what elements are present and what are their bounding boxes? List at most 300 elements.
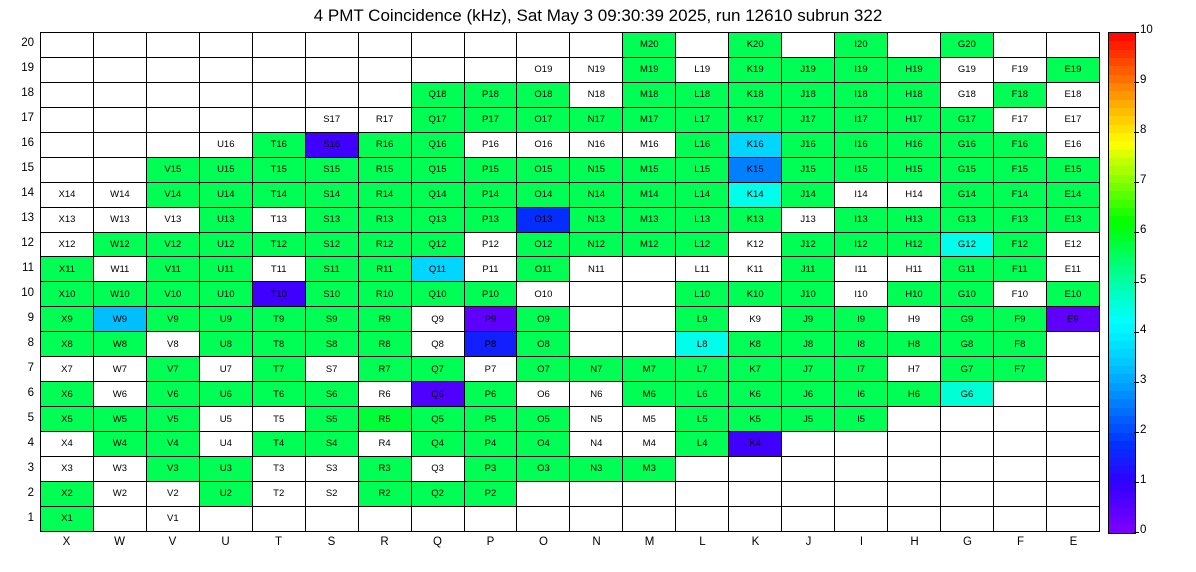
heatmap-cell[interactable]: N14	[570, 182, 623, 207]
heatmap-cell[interactable]	[93, 132, 146, 157]
heatmap-cell[interactable]: X2	[41, 481, 94, 506]
heatmap-cell[interactable]: M20	[623, 33, 676, 58]
heatmap-cell[interactable]: R13	[358, 207, 411, 232]
heatmap-cell[interactable]: M7	[623, 357, 676, 382]
heatmap-cell[interactable]: J15	[782, 157, 835, 182]
heatmap-cell[interactable]: I6	[835, 382, 888, 407]
heatmap-cell[interactable]: R9	[358, 307, 411, 332]
heatmap-cell[interactable]: K19	[729, 57, 782, 82]
heatmap-cell[interactable]	[888, 33, 941, 58]
heatmap-cell[interactable]: O11	[517, 257, 570, 282]
heatmap-cell[interactable]: Q5	[411, 407, 464, 432]
heatmap-cell[interactable]: S14	[305, 182, 358, 207]
heatmap-cell[interactable]: N7	[570, 357, 623, 382]
heatmap-cell[interactable]	[1046, 33, 1099, 58]
heatmap-cell[interactable]: R10	[358, 282, 411, 307]
heatmap-cell[interactable]: U9	[199, 307, 252, 332]
heatmap-cell[interactable]: W7	[93, 357, 146, 382]
heatmap-cell[interactable]: R3	[358, 456, 411, 481]
heatmap-cell[interactable]: K6	[729, 382, 782, 407]
heatmap-cell[interactable]: X10	[41, 282, 94, 307]
heatmap-cell[interactable]: E11	[1046, 257, 1099, 282]
heatmap-cell[interactable]	[517, 481, 570, 506]
heatmap-cell[interactable]: Q3	[411, 456, 464, 481]
heatmap-cell[interactable]: V2	[146, 481, 199, 506]
heatmap-cell[interactable]: F13	[993, 207, 1046, 232]
heatmap-cell[interactable]	[1046, 357, 1099, 382]
heatmap-cell[interactable]: K17	[729, 107, 782, 132]
heatmap-cell[interactable]: T11	[252, 257, 305, 282]
heatmap-cell[interactable]: S17	[305, 107, 358, 132]
heatmap-cell[interactable]	[676, 506, 729, 531]
heatmap-cell[interactable]: O6	[517, 382, 570, 407]
heatmap-cell[interactable]: I15	[835, 157, 888, 182]
heatmap-cell[interactable]: P17	[464, 107, 517, 132]
heatmap-cell[interactable]: T14	[252, 182, 305, 207]
heatmap-cell[interactable]	[305, 82, 358, 107]
heatmap-cell[interactable]: I10	[835, 282, 888, 307]
heatmap-cell[interactable]: V14	[146, 182, 199, 207]
heatmap-cell[interactable]: S8	[305, 332, 358, 357]
heatmap-cell[interactable]: K16	[729, 132, 782, 157]
heatmap-cell[interactable]: E17	[1046, 107, 1099, 132]
heatmap-cell[interactable]: I13	[835, 207, 888, 232]
heatmap-cell[interactable]: X9	[41, 307, 94, 332]
heatmap-cell[interactable]: E14	[1046, 182, 1099, 207]
heatmap-cell[interactable]: O7	[517, 357, 570, 382]
heatmap-cell[interactable]	[729, 456, 782, 481]
heatmap-cell[interactable]	[1046, 432, 1099, 457]
heatmap-cell[interactable]: M4	[623, 432, 676, 457]
heatmap-cell[interactable]: V15	[146, 157, 199, 182]
heatmap-cell[interactable]: P13	[464, 207, 517, 232]
heatmap-cell[interactable]: W8	[93, 332, 146, 357]
heatmap-cell[interactable]: P12	[464, 232, 517, 257]
heatmap-cell[interactable]: J19	[782, 57, 835, 82]
heatmap-cell[interactable]: H11	[888, 257, 941, 282]
heatmap-cell[interactable]: S13	[305, 207, 358, 232]
heatmap-cell[interactable]: F19	[993, 57, 1046, 82]
heatmap-cell[interactable]: U2	[199, 481, 252, 506]
heatmap-cell[interactable]: N5	[570, 407, 623, 432]
heatmap-cell[interactable]: F17	[993, 107, 1046, 132]
heatmap-cell[interactable]: X8	[41, 332, 94, 357]
heatmap-cell[interactable]: K9	[729, 307, 782, 332]
heatmap-cell[interactable]: K15	[729, 157, 782, 182]
heatmap-cell[interactable]: K18	[729, 82, 782, 107]
heatmap-cell[interactable]: T4	[252, 432, 305, 457]
heatmap-cell[interactable]: N4	[570, 432, 623, 457]
heatmap-cell[interactable]: Q7	[411, 357, 464, 382]
heatmap-cell[interactable]: I8	[835, 332, 888, 357]
heatmap-cell[interactable]: T10	[252, 282, 305, 307]
heatmap-cell[interactable]: O15	[517, 157, 570, 182]
heatmap-cell[interactable]	[252, 33, 305, 58]
heatmap-cell[interactable]: T7	[252, 357, 305, 382]
heatmap-cell[interactable]: J14	[782, 182, 835, 207]
heatmap-cell[interactable]	[464, 506, 517, 531]
heatmap-cell[interactable]: J9	[782, 307, 835, 332]
heatmap-cell[interactable]: S6	[305, 382, 358, 407]
heatmap-cell[interactable]: W6	[93, 382, 146, 407]
heatmap-cell[interactable]: S2	[305, 481, 358, 506]
heatmap-cell[interactable]: V12	[146, 232, 199, 257]
heatmap-cell[interactable]: V13	[146, 207, 199, 232]
heatmap-cell[interactable]: O18	[517, 82, 570, 107]
heatmap-cell[interactable]: J6	[782, 382, 835, 407]
heatmap-cell[interactable]: E18	[1046, 82, 1099, 107]
heatmap-cell[interactable]: H8	[888, 332, 941, 357]
heatmap-cell[interactable]	[305, 506, 358, 531]
heatmap-cell[interactable]: K11	[729, 257, 782, 282]
heatmap-cell[interactable]	[252, 107, 305, 132]
heatmap-cell[interactable]: G20	[940, 33, 993, 58]
heatmap-cell[interactable]	[888, 407, 941, 432]
heatmap-cell[interactable]: O13	[517, 207, 570, 232]
heatmap-cell[interactable]: N16	[570, 132, 623, 157]
heatmap-cell[interactable]	[41, 57, 94, 82]
heatmap-cell[interactable]: U15	[199, 157, 252, 182]
heatmap-cell[interactable]: J11	[782, 257, 835, 282]
heatmap-cell[interactable]: G18	[940, 82, 993, 107]
heatmap-cell[interactable]: Q2	[411, 481, 464, 506]
heatmap-cell[interactable]: V3	[146, 456, 199, 481]
heatmap-cell[interactable]: T6	[252, 382, 305, 407]
heatmap-cell[interactable]: U6	[199, 382, 252, 407]
heatmap-cell[interactable]	[993, 506, 1046, 531]
heatmap-cell[interactable]: S15	[305, 157, 358, 182]
heatmap-cell[interactable]: F10	[993, 282, 1046, 307]
heatmap-cell[interactable]: G14	[940, 182, 993, 207]
heatmap-cell[interactable]: W14	[93, 182, 146, 207]
heatmap-cell[interactable]: Q17	[411, 107, 464, 132]
heatmap-cell[interactable]: I18	[835, 82, 888, 107]
heatmap-cell[interactable]: U11	[199, 257, 252, 282]
heatmap-cell[interactable]	[411, 57, 464, 82]
heatmap-cell[interactable]: Q4	[411, 432, 464, 457]
heatmap-cell[interactable]: X13	[41, 207, 94, 232]
heatmap-cell[interactable]: Q16	[411, 132, 464, 157]
heatmap-cell[interactable]	[146, 33, 199, 58]
heatmap-cell[interactable]: O17	[517, 107, 570, 132]
heatmap-cell[interactable]	[940, 481, 993, 506]
heatmap-cell[interactable]: V9	[146, 307, 199, 332]
heatmap-cell[interactable]	[570, 481, 623, 506]
heatmap-cell[interactable]	[41, 107, 94, 132]
heatmap-cell[interactable]: N11	[570, 257, 623, 282]
heatmap-cell[interactable]	[623, 282, 676, 307]
heatmap-cell[interactable]: S12	[305, 232, 358, 257]
heatmap-cell[interactable]: J13	[782, 207, 835, 232]
heatmap-cell[interactable]: P11	[464, 257, 517, 282]
heatmap-cell[interactable]: N19	[570, 57, 623, 82]
heatmap-cell[interactable]: M15	[623, 157, 676, 182]
heatmap-cell[interactable]	[199, 506, 252, 531]
heatmap-cell[interactable]: U12	[199, 232, 252, 257]
heatmap-cell[interactable]: P15	[464, 157, 517, 182]
heatmap-cell[interactable]: Q14	[411, 182, 464, 207]
heatmap-cell[interactable]	[146, 57, 199, 82]
heatmap-cell[interactable]: W2	[93, 481, 146, 506]
heatmap-cell[interactable]: F11	[993, 257, 1046, 282]
heatmap-cell[interactable]: I19	[835, 57, 888, 82]
heatmap-cell[interactable]: I16	[835, 132, 888, 157]
heatmap-cell[interactable]: P7	[464, 357, 517, 382]
heatmap-cell[interactable]: F8	[993, 332, 1046, 357]
heatmap-cell[interactable]	[835, 506, 888, 531]
heatmap-cell[interactable]: G17	[940, 107, 993, 132]
heatmap-cell[interactable]: H16	[888, 132, 941, 157]
heatmap-cell[interactable]: U10	[199, 282, 252, 307]
heatmap-cell[interactable]: I5	[835, 407, 888, 432]
heatmap-cell[interactable]: S3	[305, 456, 358, 481]
heatmap-cell[interactable]: R15	[358, 157, 411, 182]
heatmap-cell[interactable]: R16	[358, 132, 411, 157]
heatmap-cell[interactable]: K10	[729, 282, 782, 307]
heatmap-cell[interactable]: I14	[835, 182, 888, 207]
heatmap-cell[interactable]	[623, 307, 676, 332]
heatmap-cell[interactable]: Q10	[411, 282, 464, 307]
heatmap-cell[interactable]: N17	[570, 107, 623, 132]
heatmap-cell[interactable]: M18	[623, 82, 676, 107]
heatmap-cell[interactable]	[358, 33, 411, 58]
heatmap-cell[interactable]: L8	[676, 332, 729, 357]
heatmap-cell[interactable]: T5	[252, 407, 305, 432]
heatmap-cell[interactable]: L14	[676, 182, 729, 207]
heatmap-cell[interactable]: L4	[676, 432, 729, 457]
heatmap-cell[interactable]: N13	[570, 207, 623, 232]
heatmap-cell[interactable]	[1046, 506, 1099, 531]
heatmap-cell[interactable]	[146, 107, 199, 132]
heatmap-cell[interactable]: W5	[93, 407, 146, 432]
heatmap-cell[interactable]: Q6	[411, 382, 464, 407]
heatmap-cell[interactable]	[517, 33, 570, 58]
heatmap-cell[interactable]: G7	[940, 357, 993, 382]
heatmap-cell[interactable]: P5	[464, 407, 517, 432]
heatmap-cell[interactable]: E19	[1046, 57, 1099, 82]
heatmap-cell[interactable]: U16	[199, 132, 252, 157]
heatmap-cell[interactable]	[940, 506, 993, 531]
heatmap-cell[interactable]: M19	[623, 57, 676, 82]
heatmap-cell[interactable]: R8	[358, 332, 411, 357]
heatmap-cell[interactable]: G11	[940, 257, 993, 282]
heatmap-cell[interactable]	[199, 82, 252, 107]
heatmap-cell[interactable]	[729, 481, 782, 506]
heatmap-cell[interactable]: P6	[464, 382, 517, 407]
heatmap-cell[interactable]	[940, 456, 993, 481]
heatmap-cell[interactable]: X3	[41, 456, 94, 481]
heatmap-cell[interactable]: O14	[517, 182, 570, 207]
heatmap-cell[interactable]: R2	[358, 481, 411, 506]
heatmap-cell[interactable]	[411, 506, 464, 531]
heatmap-cell[interactable]	[41, 33, 94, 58]
heatmap-cell[interactable]: U7	[199, 357, 252, 382]
heatmap-cell[interactable]	[1046, 382, 1099, 407]
heatmap-cell[interactable]	[252, 82, 305, 107]
heatmap-cell[interactable]	[676, 481, 729, 506]
heatmap-cell[interactable]: P2	[464, 481, 517, 506]
heatmap-cell[interactable]: W3	[93, 456, 146, 481]
heatmap-cell[interactable]: H6	[888, 382, 941, 407]
heatmap-cell[interactable]: J18	[782, 82, 835, 107]
heatmap-cell[interactable]: V7	[146, 357, 199, 382]
heatmap-cell[interactable]: H13	[888, 207, 941, 232]
heatmap-cell[interactable]: G6	[940, 382, 993, 407]
heatmap-cell[interactable]: I11	[835, 257, 888, 282]
heatmap-cell[interactable]: U8	[199, 332, 252, 357]
heatmap-cell[interactable]: Q15	[411, 157, 464, 182]
heatmap-cell[interactable]: O9	[517, 307, 570, 332]
heatmap-cell[interactable]: M6	[623, 382, 676, 407]
heatmap-cell[interactable]: K5	[729, 407, 782, 432]
heatmap-cell[interactable]	[93, 157, 146, 182]
heatmap-cell[interactable]: T8	[252, 332, 305, 357]
heatmap-cell[interactable]	[358, 506, 411, 531]
heatmap-cell[interactable]: S9	[305, 307, 358, 332]
heatmap-cell[interactable]	[93, 107, 146, 132]
heatmap-cell[interactable]: F18	[993, 82, 1046, 107]
heatmap-cell[interactable]: P9	[464, 307, 517, 332]
heatmap-cell[interactable]	[464, 57, 517, 82]
heatmap-cell[interactable]: T3	[252, 456, 305, 481]
heatmap-cell[interactable]: Q8	[411, 332, 464, 357]
heatmap-cell[interactable]: G13	[940, 207, 993, 232]
heatmap-cell[interactable]: W12	[93, 232, 146, 257]
heatmap-cell[interactable]: E9	[1046, 307, 1099, 332]
heatmap-cell[interactable]: T16	[252, 132, 305, 157]
heatmap-cell[interactable]: X12	[41, 232, 94, 257]
heatmap-cell[interactable]: I9	[835, 307, 888, 332]
heatmap-cell[interactable]: G8	[940, 332, 993, 357]
heatmap-cell[interactable]: F14	[993, 182, 1046, 207]
heatmap-cell[interactable]	[517, 506, 570, 531]
heatmap-cell[interactable]: L11	[676, 257, 729, 282]
heatmap-cell[interactable]: I17	[835, 107, 888, 132]
heatmap-cell[interactable]	[782, 481, 835, 506]
heatmap-cell[interactable]	[93, 506, 146, 531]
heatmap-cell[interactable]: P14	[464, 182, 517, 207]
heatmap-cell[interactable]: W11	[93, 257, 146, 282]
heatmap-cell[interactable]	[146, 132, 199, 157]
heatmap-cell[interactable]	[835, 456, 888, 481]
heatmap-cell[interactable]: T13	[252, 207, 305, 232]
heatmap-cell[interactable]: O19	[517, 57, 570, 82]
heatmap-cell[interactable]: M16	[623, 132, 676, 157]
heatmap-cell[interactable]: P18	[464, 82, 517, 107]
heatmap-cell[interactable]: K8	[729, 332, 782, 357]
heatmap-cell[interactable]: G12	[940, 232, 993, 257]
heatmap-cell[interactable]: S16	[305, 132, 358, 157]
heatmap-cell[interactable]: P4	[464, 432, 517, 457]
heatmap-cell[interactable]	[993, 481, 1046, 506]
heatmap-cell[interactable]	[782, 506, 835, 531]
heatmap-cell[interactable]: U3	[199, 456, 252, 481]
heatmap-cell[interactable]: R4	[358, 432, 411, 457]
heatmap-cell[interactable]	[888, 456, 941, 481]
heatmap-cell[interactable]: V4	[146, 432, 199, 457]
heatmap-cell[interactable]	[993, 432, 1046, 457]
heatmap-cell[interactable]	[623, 257, 676, 282]
heatmap-cell[interactable]: L9	[676, 307, 729, 332]
heatmap-cell[interactable]: E10	[1046, 282, 1099, 307]
heatmap-cell[interactable]	[940, 407, 993, 432]
heatmap-cell[interactable]: E15	[1046, 157, 1099, 182]
heatmap-cell[interactable]: F15	[993, 157, 1046, 182]
heatmap-cell[interactable]: N18	[570, 82, 623, 107]
heatmap-cell[interactable]: M14	[623, 182, 676, 207]
heatmap-cell[interactable]: N12	[570, 232, 623, 257]
heatmap-cell[interactable]: G19	[940, 57, 993, 82]
heatmap-cell[interactable]: Q13	[411, 207, 464, 232]
heatmap-cell[interactable]: L16	[676, 132, 729, 157]
heatmap-cell[interactable]: G16	[940, 132, 993, 157]
heatmap-cell[interactable]: J17	[782, 107, 835, 132]
heatmap-cell[interactable]: Q11	[411, 257, 464, 282]
heatmap-cell[interactable]: L6	[676, 382, 729, 407]
heatmap-cell[interactable]: E16	[1046, 132, 1099, 157]
heatmap-cell[interactable]	[1046, 332, 1099, 357]
heatmap-cell[interactable]: L13	[676, 207, 729, 232]
heatmap-cell[interactable]: K4	[729, 432, 782, 457]
heatmap-cell[interactable]: R6	[358, 382, 411, 407]
heatmap-cell[interactable]: O8	[517, 332, 570, 357]
heatmap-cell[interactable]	[146, 82, 199, 107]
heatmap-cell[interactable]	[888, 506, 941, 531]
heatmap-cell[interactable]: T15	[252, 157, 305, 182]
heatmap-cell[interactable]	[93, 57, 146, 82]
heatmap-cell[interactable]: V8	[146, 332, 199, 357]
heatmap-cell[interactable]: H9	[888, 307, 941, 332]
heatmap-cell[interactable]: M12	[623, 232, 676, 257]
heatmap-cell[interactable]	[729, 506, 782, 531]
heatmap-cell[interactable]: V11	[146, 257, 199, 282]
heatmap-cell[interactable]: X5	[41, 407, 94, 432]
heatmap-cell[interactable]	[93, 33, 146, 58]
heatmap-cell[interactable]: X14	[41, 182, 94, 207]
heatmap-cell[interactable]: X7	[41, 357, 94, 382]
heatmap-cell[interactable]	[570, 332, 623, 357]
heatmap-cell[interactable]: R11	[358, 257, 411, 282]
heatmap-cell[interactable]: W10	[93, 282, 146, 307]
heatmap-cell[interactable]: V6	[146, 382, 199, 407]
heatmap-cell[interactable]	[93, 82, 146, 107]
heatmap-cell[interactable]: O12	[517, 232, 570, 257]
heatmap-cell[interactable]	[358, 82, 411, 107]
heatmap-cell[interactable]: O3	[517, 456, 570, 481]
heatmap-cell[interactable]: I20	[835, 33, 888, 58]
heatmap-cell[interactable]	[570, 506, 623, 531]
heatmap-cell[interactable]: L7	[676, 357, 729, 382]
heatmap-cell[interactable]	[41, 132, 94, 157]
heatmap-cell[interactable]: P10	[464, 282, 517, 307]
heatmap-cell[interactable]	[570, 282, 623, 307]
heatmap-cell[interactable]	[252, 57, 305, 82]
heatmap-cell[interactable]	[570, 307, 623, 332]
heatmap-cell[interactable]	[305, 57, 358, 82]
heatmap-cell[interactable]: X6	[41, 382, 94, 407]
heatmap-cell[interactable]: O16	[517, 132, 570, 157]
heatmap-cell[interactable]: G10	[940, 282, 993, 307]
heatmap-cell[interactable]: L19	[676, 57, 729, 82]
heatmap-cell[interactable]: N6	[570, 382, 623, 407]
heatmap-cell[interactable]	[835, 432, 888, 457]
heatmap-cell[interactable]: I7	[835, 357, 888, 382]
heatmap-cell[interactable]	[1046, 407, 1099, 432]
heatmap-cell[interactable]: K12	[729, 232, 782, 257]
heatmap-cell[interactable]: V5	[146, 407, 199, 432]
heatmap-cell[interactable]	[570, 33, 623, 58]
heatmap-cell[interactable]: O5	[517, 407, 570, 432]
